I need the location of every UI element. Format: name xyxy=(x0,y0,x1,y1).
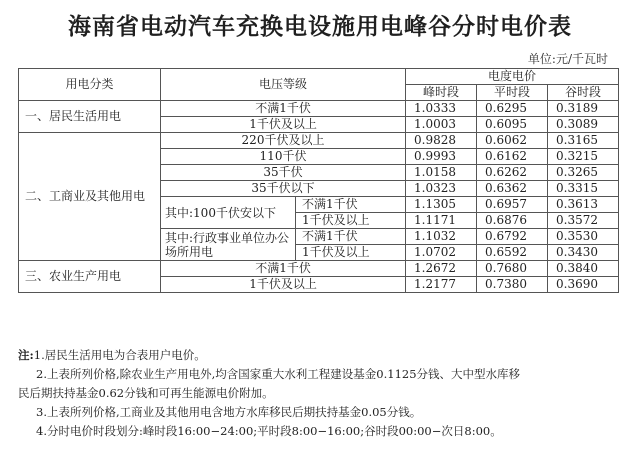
voltage-cell: 不满1千伏 xyxy=(296,197,406,213)
voltage-cell: 35千伏以下 xyxy=(161,181,406,197)
valley-price: 0.3165 xyxy=(548,133,619,149)
valley-price: 0.3089 xyxy=(548,117,619,133)
voltage-cell: 1千伏及以上 xyxy=(161,277,406,293)
valley-price: 0.3430 xyxy=(548,245,619,261)
peak-price: 1.2177 xyxy=(406,277,477,293)
flat-price: 0.6062 xyxy=(477,133,548,149)
note-1 xyxy=(18,346,624,365)
flat-price: 0.6262 xyxy=(477,165,548,181)
category-residential: 一、居民生活用电 xyxy=(19,101,161,133)
note-4: 4.分时电价时段划分:峰时段16:00−24:00;平时段8:00−16:00;谷时段00:00−次日8:00。 xyxy=(36,424,502,438)
flat-price: 0.6876 xyxy=(477,213,548,229)
category-industrial: 二、工商业及其他用电 xyxy=(19,133,161,261)
subgroup-100kva: 其中:100千伏安以下 xyxy=(161,197,296,229)
voltage-cell: 不满1千伏 xyxy=(296,229,406,245)
peak-price: 1.1032 xyxy=(406,229,477,245)
note-2-continued: 民后期扶持基金0.62分钱和可再生能源电价附加。 xyxy=(18,386,274,400)
valley-price: 0.3840 xyxy=(548,261,619,277)
unit-label: 单位:元/千瓦时 xyxy=(527,52,608,66)
notes-section xyxy=(18,346,624,441)
flat-price: 0.6792 xyxy=(477,229,548,245)
flat-price: 0.6162 xyxy=(477,149,548,165)
tariff-table xyxy=(18,68,619,293)
header-price-group: 电度电价 xyxy=(406,69,619,85)
header-peak: 峰时段 xyxy=(406,85,477,101)
peak-price: 1.0003 xyxy=(406,117,477,133)
peak-price: 1.0158 xyxy=(406,165,477,181)
voltage-cell: 1千伏及以上 xyxy=(296,245,406,261)
peak-price: 1.0323 xyxy=(406,181,477,197)
voltage-cell: 1千伏及以上 xyxy=(296,213,406,229)
peak-price: 1.0333 xyxy=(406,101,477,117)
flat-price: 0.6095 xyxy=(477,117,548,133)
peak-price: 1.2672 xyxy=(406,261,477,277)
flat-price: 0.6362 xyxy=(477,181,548,197)
header-valley: 谷时段 xyxy=(548,85,619,101)
peak-price: 0.9828 xyxy=(406,133,477,149)
peak-price: 0.9993 xyxy=(406,149,477,165)
note-3: 3.上表所列价格,工商业及其他用电含地方水库移民后期扶持基金0.05分钱。 xyxy=(36,405,422,419)
valley-price: 0.3189 xyxy=(548,101,619,117)
subgroup-government: 其中:行政事业单位办公场所用电 xyxy=(161,229,296,261)
voltage-cell: 35千伏 xyxy=(161,165,406,181)
peak-price: 1.1171 xyxy=(406,213,477,229)
voltage-cell: 不满1千伏 xyxy=(161,101,406,117)
table-header-row xyxy=(19,69,619,85)
table-row xyxy=(19,101,619,117)
valley-price: 0.3265 xyxy=(548,165,619,181)
flat-price: 0.6295 xyxy=(477,101,548,117)
valley-price: 0.3572 xyxy=(548,213,619,229)
valley-price: 0.3530 xyxy=(548,229,619,245)
voltage-cell: 1千伏及以上 xyxy=(161,117,406,133)
flat-price: 0.6592 xyxy=(477,245,548,261)
notes-label: 注: xyxy=(18,348,34,362)
flat-price: 0.7380 xyxy=(477,277,548,293)
peak-price: 1.1305 xyxy=(406,197,477,213)
flat-price: 0.7680 xyxy=(477,261,548,277)
voltage-cell: 110千伏 xyxy=(161,149,406,165)
table-row xyxy=(19,261,619,277)
flat-price: 0.6957 xyxy=(477,197,548,213)
voltage-cell: 不满1千伏 xyxy=(161,261,406,277)
note-2: 2.上表所列价格,除农业生产用电外,均含国家重大水利工程建设基金0.1125分钱、大中型水库移 xyxy=(36,367,521,381)
peak-price: 1.0702 xyxy=(406,245,477,261)
category-agricultural: 三、农业生产用电 xyxy=(19,261,161,293)
page-title: 海南省电动汽车充换电设施用电峰谷分时电价表 xyxy=(68,14,572,40)
header-voltage: 电压等级 xyxy=(161,69,406,101)
valley-price: 0.3215 xyxy=(548,149,619,165)
header-flat: 平时段 xyxy=(477,85,548,101)
note-1-text: 1.居民生活用电为合表用户电价。 xyxy=(33,348,206,362)
valley-price: 0.3315 xyxy=(548,181,619,197)
table-row xyxy=(19,133,619,149)
header-category: 用电分类 xyxy=(19,69,161,101)
valley-price: 0.3613 xyxy=(548,197,619,213)
valley-price: 0.3690 xyxy=(548,277,619,293)
voltage-cell: 220千伏及以上 xyxy=(161,133,406,149)
